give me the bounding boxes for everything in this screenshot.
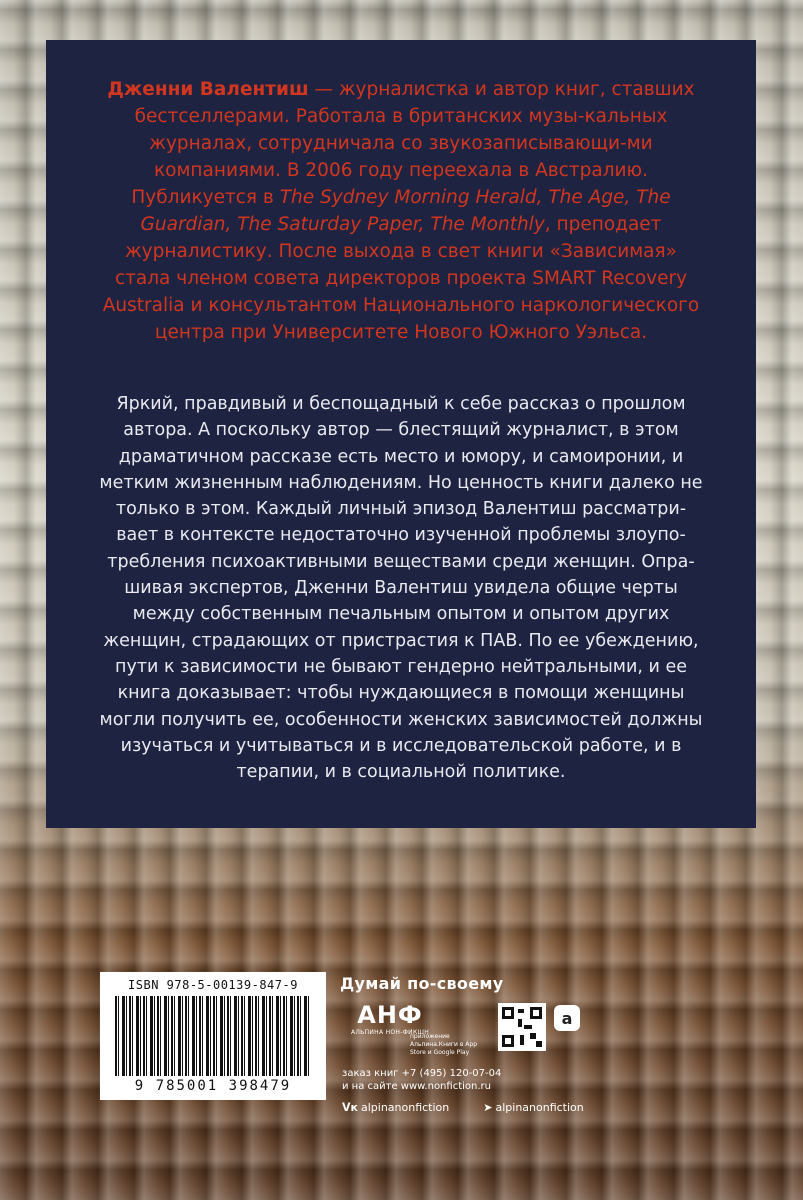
publisher-logo: [342, 1003, 438, 1036]
publisher-slogan: Думай по-своему: [340, 974, 504, 993]
contact-info: [342, 1067, 606, 1093]
website-line: и на сайте www.nonfiction.ru: [342, 1081, 491, 1092]
vk-icon: ᐯк: [342, 1101, 358, 1114]
order-phone: заказ книг +7 (495) 120-07-04: [342, 1068, 502, 1079]
vk-handle: alpinanonfiction: [360, 1101, 450, 1114]
logo-mark: АНФ: [357, 1001, 423, 1029]
social-links: [342, 1101, 606, 1114]
publisher-block: [336, 972, 606, 1114]
author-name: Дженни Валентиш: [107, 79, 309, 100]
barcode-bars: [115, 996, 311, 1076]
author-bio: [98, 76, 704, 346]
book-description: Яркий, правдивый и беспощадный к себе рассказ о прошлом автора. А поскольку автор — блестящий журналист, в этом драматичном рассказе есть место и юмору, и самоиронии, и метким жизненным наблюдениям. Но ценность книги далеко не только в этом. Каждый личный эпизод Валентиш рассматри-вает в контексте недостаточно изученной проблемы злоупо-требления психоактивными веществами среди женщин. Опра-шивая экспертов, Дженни Валентиш увидела общие черты между собственным печальным опытом и опытом других женщин, страдающих от пристрастия к ПАВ. По ее убеждению, пути к зависимости не бывают гендерно нейтральными, и ее книга доказывает: чтобы нуждающиеся в помощи женщины могли получить ее, особенности женских зависимостей должны изучаться и учитываться и в исследовательской работе, и в терапии, и в социальной политике.: [99, 394, 703, 783]
telegram-handle: alpinanonfiction: [495, 1101, 584, 1114]
qr-code: [498, 1003, 546, 1051]
text-panel: [46, 40, 756, 828]
barcode-digits: 9 785001 398479: [134, 1078, 292, 1094]
telegram-icon: ➤: [483, 1101, 493, 1114]
bio-text-1: — журналистка и автор книг, ставших бестселлерами. Работала в британских музы-кальных журналах, сотрудничала со звукозаписывающи-ми компаниями. В 2006 году переехала в Австралию. Публикуется в: [131, 79, 695, 208]
bio-publications: The Sydney Morning Herald, The Age, The Guardian, The Saturday Paper, The Monthly: [140, 187, 671, 235]
bio-text-2: , преподает журналистику. После выхода в свет книги «Зависимая» стала членом совета директоров проекта SMART Recovery Australia и консультантом Национального наркологического центра при Университете Нового Южного Уэльса.: [102, 214, 700, 343]
app-icon: a: [554, 1005, 580, 1031]
isbn-barcode: [100, 972, 326, 1100]
isbn-number: ISBN 978-5-00139-847-9: [128, 978, 298, 992]
logo-subtitle: АЛЬПИНА НОН-ФИКШН: [350, 1029, 430, 1036]
app-store-text: приложение Альпина.Книги в App Store и Google Play: [410, 1033, 478, 1056]
